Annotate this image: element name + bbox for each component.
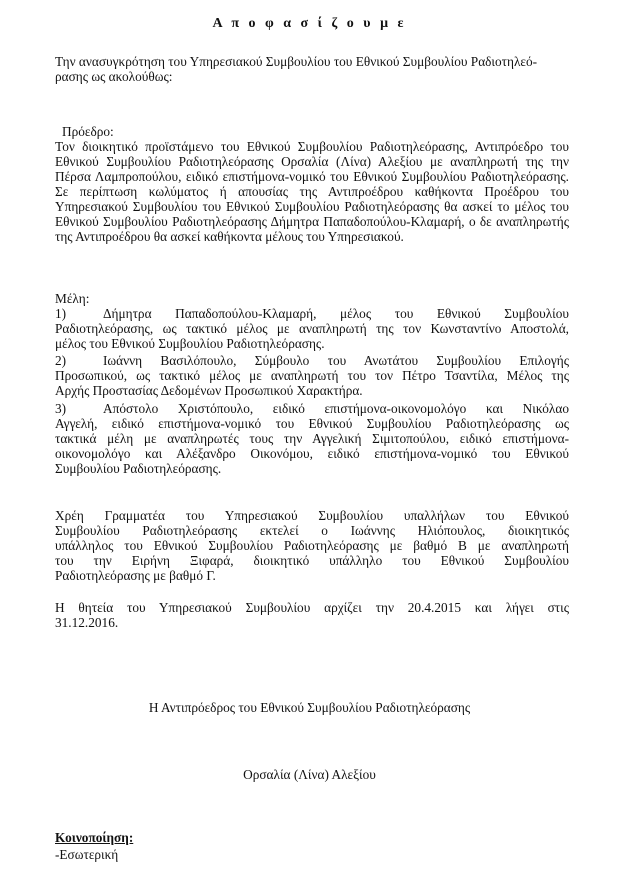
member-2-line-1: Ιωάννη Βασιλόπουλο, Σύμβουλο του Ανωτάτου Συμβουλίου Επιλογής — [103, 353, 569, 368]
secretary-line-4: του την Ειρήνη Ξιφαρά, διοικητικό υπάλληλο του Εθνικού Συμβουλίου — [55, 553, 569, 568]
intro-line-2: ρασης ως ακολούθως: — [55, 69, 173, 84]
member-3-line-4: οικονομολόγο και Αλέξανδρο Οικονόμου, ειδικό επιστήμονα-νομικό του Εθνικού — [55, 446, 569, 461]
chair-line-3: Πέρσα Λαμπροπούλου, ειδικό επιστήμονα-νομικό του Εθνικού Συμβουλίου Ραδιοτηλεόρασης. — [55, 169, 569, 184]
chair-line-7: της Αντιπροέδρου θα ασκεί καθήκοντα μέλους του Υπηρεσιακού. — [55, 229, 404, 244]
notification-item: -Εσωτερική — [55, 847, 119, 862]
intro-line-1: Την ανασυγκρότηση του Υπηρεσιακού Συμβουλίου του Εθνικού Συμβουλίου Ραδιοτηλεό- — [55, 54, 538, 69]
signature-name: Ορσαλία (Λίνα) Αλεξίου — [243, 767, 376, 782]
chair-line-1: Τον διοικητικό προϊστάμενο του Εθνικού Συμβουλίου Ραδιοτηλεόρασης, Αντιπρόεδρο του — [55, 139, 569, 154]
member-1-line-3: μέλος του Εθνικού Συμβουλίου Ραδιοτηλεόρασης. — [55, 336, 325, 351]
member-1-line-1: Δήμητρα Παπαδοπούλου-Κλαμαρή, μέλος του Εθνικού Συμβουλίου — [103, 306, 569, 321]
secretary-line-3: υπάλληλος του Εθνικού Συμβουλίου Ραδιοτηλεόρασης με βαθμό Β με αναπληρωτή — [55, 538, 569, 553]
member-2-number: 2) — [55, 353, 67, 368]
secretary-line-5: Ραδιοτηλεόρασης με βαθμό Γ. — [55, 568, 216, 583]
member-3-number: 3) — [55, 401, 67, 416]
chair-line-4: Σε περίπτωση κωλύματος ή απουσίας της Αντιπροέδρου καθήκοντα Προέδρου του — [55, 184, 569, 199]
secretary-line-2: Συμβουλίου Ραδιοτηλεόρασης εκτελεί ο Ιωάννης Ηλιόπουλος, διοικητικός — [55, 523, 569, 538]
chair-line-2: Εθνικού Συμβουλίου Ραδιοτηλεόρασης Ορσαλία (Λίνα) Αλεξίου με αναπληρωτή της την — [55, 154, 569, 169]
term-line-1: Η θητεία του Υπηρεσιακού Συμβουλίου αρχίζει την 20.4.2015 και λήγει στις — [55, 600, 569, 615]
member-3-line-5: Συμβουλίου Ραδιοτηλεόρασης. — [55, 461, 222, 476]
member-3-line-3: τακτικά μέλη με αναπληρωτές τους την Αγγελική Σιμιτοπούλου, ειδικό επιστήμονα- — [55, 431, 569, 446]
term-line-2: 31.12.2016. — [55, 615, 119, 630]
member-2-line-3: Αρχής Προστασίας Δεδομένων Προσωπικού Χαρακτήρα. — [55, 383, 363, 398]
member-3-line-1: Απόστολο Χριστόπουλο, ειδικό επιστήμονα-οικονομολόγο και Νικόλαο — [103, 401, 569, 416]
member-2-line-2: Προσωπικού, ως τακτικό μέλος με αναπληρωτή του τον Πέτρο Τσαντίλα, Μέλος της — [55, 368, 569, 383]
member-1-line-2: Ραδιοτηλεόρασης, ως τακτικό μέλος με αναπληρωτή της τον Κωνσταντίνο Αποστολά, — [55, 321, 569, 336]
document-heading: Α π ο φ α σ ί ζ ο υ μ ε — [212, 16, 407, 31]
secretary-line-1: Χρέη Γραμματέα του Υπηρεσιακού Συμβουλίου υπαλλήλων του Εθνικού — [55, 508, 569, 523]
signature-title: Η Αντιπρόεδρος του Εθνικού Συμβουλίου Ραδιοτηλεόρασης — [148, 700, 471, 715]
notification-label: Κοινοποίηση: — [55, 830, 134, 845]
chair-line-5: Υπηρεσιακού Συμβουλίου του Εθνικού Συμβουλίου Ραδιοτηλεόρασης θα ασκεί το μέλος του — [55, 199, 569, 214]
chair-label: Πρόεδρο: — [62, 124, 114, 139]
chair-line-6: Εθνικού Συμβουλίου Ραδιοτηλεόρασης Δήμητρα Παπαδοπούλου-Κλαμαρή, ο δε αναπληρωτής — [55, 214, 569, 229]
members-label: Μέλη: — [55, 291, 90, 306]
member-3-line-2: Αγγελή, ειδικό επιστήμονα-νομικό του Εθνικού Συμβουλίου Ραδιοτηλεόρασης ως — [55, 416, 569, 431]
member-1-number: 1) — [55, 306, 67, 321]
